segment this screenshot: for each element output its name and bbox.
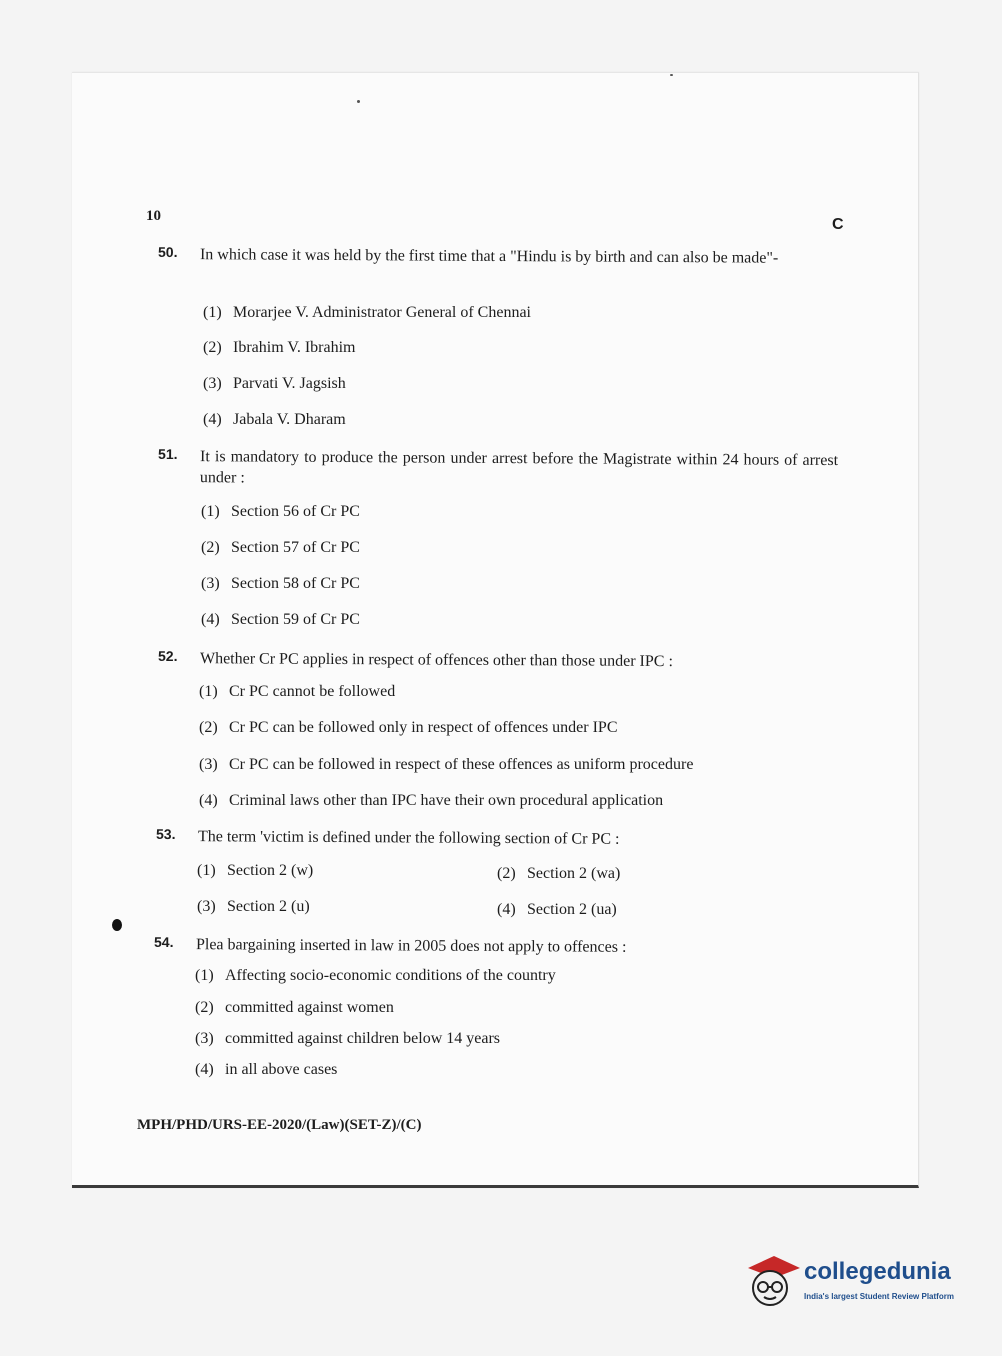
option-text: Parvati V. Jagsish — [233, 375, 346, 392]
option-text: Section 56 of Cr PC — [231, 503, 360, 520]
brand-tagline: India's largest Student Review Platform — [804, 1292, 954, 1301]
option-text: Section 58 of Cr PC — [231, 575, 360, 592]
option — [195, 1030, 500, 1048]
set-letter: C — [832, 216, 844, 233]
question-text: In which case it was held by the first time that a "Hindu is by birth and can also be made"- — [199, 246, 779, 267]
option-text: Cr PC can be followed only in respect of offences under IPC — [229, 719, 618, 736]
option-number: (3) — [199, 756, 218, 773]
question-number: 51. — [158, 445, 178, 463]
option-text: Section 2 (w) — [227, 862, 314, 879]
option-text: Cr PC cannot be followed — [229, 683, 396, 700]
option — [201, 503, 360, 521]
scan-speck — [670, 74, 673, 76]
page-number: 10 — [146, 208, 161, 224]
option — [197, 862, 313, 880]
question-53 — [156, 826, 836, 851]
option — [195, 1061, 337, 1079]
question-text: Plea bargaining inserted in law in 2005 does not apply to offences : — [195, 936, 627, 956]
option-text: Morarjee V. Administrator General of Chennai — [233, 304, 531, 321]
option-text: Section 2 (u) — [227, 898, 310, 915]
option-text: Affecting socio-economic conditions of the country — [225, 967, 556, 984]
option — [203, 411, 346, 429]
option-number: (1) — [203, 304, 222, 321]
option-text: Ibrahim V. Ibrahim — [233, 339, 356, 356]
option-number: (3) — [203, 375, 222, 392]
question-52 — [158, 648, 838, 673]
option — [199, 792, 663, 810]
option-text: Section 59 of Cr PC — [231, 611, 360, 628]
question-number: 53. — [155, 825, 176, 843]
brand-name: collegedunia — [804, 1258, 951, 1285]
question-50 — [158, 244, 838, 269]
option-text: committed against women — [225, 999, 394, 1016]
question-number: 52. — [157, 647, 178, 665]
graduate-mascot-icon — [744, 1250, 802, 1310]
option — [201, 611, 360, 629]
option-number: (1) — [197, 862, 216, 879]
option-text: Criminal laws other than IPC have their own procedural application — [229, 792, 664, 809]
option-text: Section 2 (wa) — [527, 865, 621, 882]
option-number: (4) — [203, 411, 222, 428]
option — [201, 539, 360, 557]
option — [203, 339, 356, 357]
question-number: 54. — [153, 933, 174, 951]
option — [203, 375, 346, 393]
exam-page — [72, 72, 919, 1188]
option — [199, 683, 395, 701]
question-51 — [158, 446, 838, 492]
option-number: (4) — [199, 792, 218, 809]
option-text: Cr PC can be followed in respect of these offences as uniform procedure — [229, 756, 694, 773]
option-number: (2) — [497, 865, 516, 882]
option-text: Jabala V. Dharam — [233, 411, 346, 428]
option-number: (3) — [201, 575, 220, 592]
option-number: (1) — [199, 683, 218, 700]
option — [203, 304, 531, 322]
question-text: Whether Cr PC applies in respect of offences other than those under IPC : — [199, 650, 673, 671]
option-number: (3) — [197, 898, 216, 915]
option-number: (1) — [195, 967, 214, 984]
option-number: (2) — [195, 999, 214, 1016]
option — [497, 865, 620, 883]
option-text: committed against children below 14 years — [225, 1030, 501, 1047]
option-number: (2) — [203, 339, 222, 356]
ink-dot — [112, 919, 122, 931]
option — [195, 999, 394, 1017]
option — [199, 756, 693, 774]
option-text: in all above cases — [225, 1061, 338, 1078]
collegedunia-watermark — [744, 1250, 974, 1310]
option-number: (2) — [201, 539, 220, 556]
question-text: It is mandatory to produce the person under arrest before the Magistrate within 24 hours of arrest under : — [199, 448, 839, 487]
option — [199, 719, 618, 737]
option-number: (4) — [497, 901, 516, 918]
exam-code-footer: MPH/PHD/URS-EE-2020/(Law)(SET-Z)/(C) — [137, 1117, 422, 1133]
question-54 — [154, 934, 834, 959]
option-number: (1) — [201, 503, 220, 520]
option — [197, 898, 310, 916]
option-number: (4) — [201, 611, 220, 628]
option-number: (3) — [195, 1030, 214, 1047]
option-number: (4) — [195, 1061, 214, 1078]
option-text: Section 57 of Cr PC — [231, 539, 360, 556]
option-text: Section 2 (ua) — [527, 901, 617, 918]
option — [201, 575, 360, 593]
question-number: 50. — [157, 243, 178, 261]
option — [195, 967, 556, 985]
question-text: The term 'victim is defined under the following section of Cr PC : — [197, 828, 620, 848]
option-number: (2) — [199, 719, 218, 736]
option — [497, 901, 617, 919]
scan-speck — [357, 100, 360, 103]
